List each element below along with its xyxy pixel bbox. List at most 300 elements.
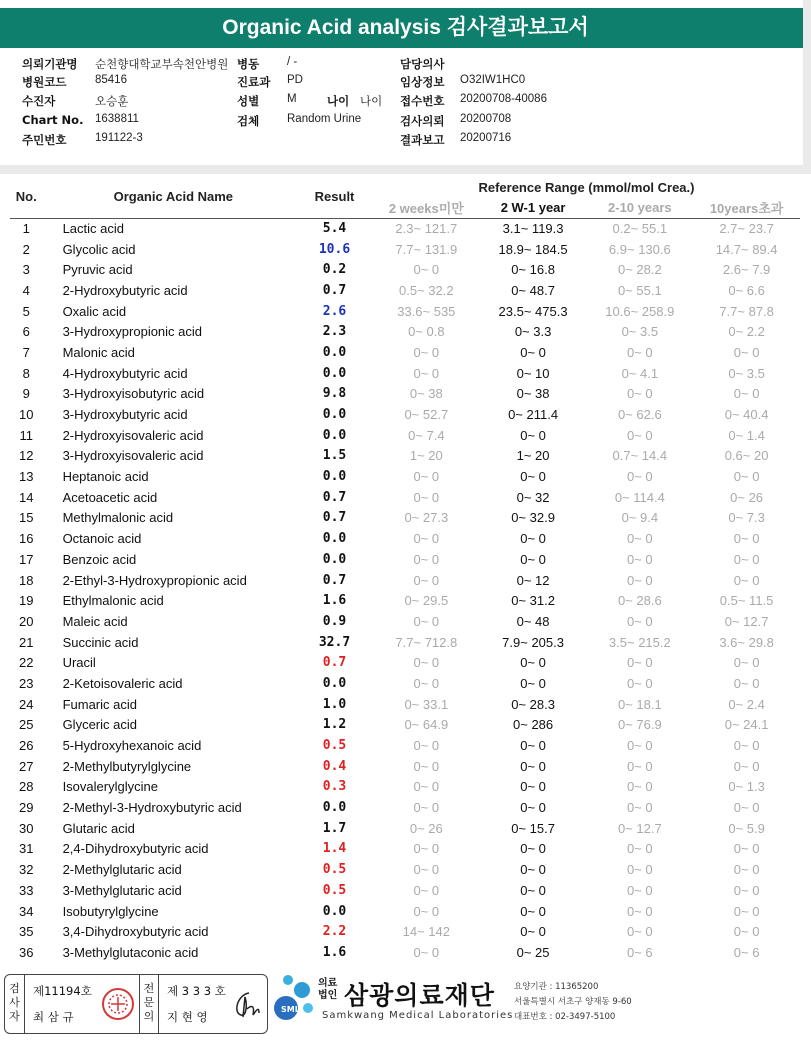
reference-range: 0~ 18.1 <box>617 696 662 712</box>
reference-range: 0~ 0 <box>626 779 653 795</box>
result-value: 0.3 <box>322 779 347 795</box>
reference-range: 0~ 0 <box>413 882 440 898</box>
result-value: 0.0 <box>322 903 347 919</box>
table-row <box>10 570 800 591</box>
logo-text: SML <box>281 1005 300 1014</box>
reference-range: 0~ 12.7 <box>617 820 662 836</box>
table-row <box>10 921 800 942</box>
result-value: 0.5 <box>322 862 347 878</box>
specialist-name: 지 현 영 <box>167 1010 208 1024</box>
reference-range: 0~ 6.6 <box>728 282 765 298</box>
reference-range: 0~ 0 <box>626 862 653 878</box>
reference-range: 0.6~ 20 <box>724 448 769 464</box>
info-row <box>0 74 811 92</box>
reference-range: 0~ 3.5 <box>728 365 765 381</box>
result-value: 2.3 <box>322 324 347 340</box>
reference-range: 0~ 0 <box>733 386 760 402</box>
reference-range: 7.9~ 205.3 <box>502 634 564 650</box>
reference-range: 0~ 0 <box>413 613 440 629</box>
chart-value: 1638811 <box>95 113 139 125</box>
reference-range: 0~ 0 <box>733 800 760 816</box>
reference-range: 18.9~ 184.5 <box>498 241 568 257</box>
acid-name: 3-Methylglutaric acid <box>62 882 182 898</box>
row-number: 29 <box>19 800 34 816</box>
reference-range: 0~ 0 <box>733 551 760 567</box>
table-row <box>10 301 800 322</box>
reference-range: 0~ 0 <box>626 655 653 671</box>
patient-info <box>0 53 811 165</box>
reference-range: 0.5~ 32.2 <box>399 282 454 298</box>
table-row <box>10 280 800 301</box>
acid-name: Glutaric acid <box>62 820 135 836</box>
result-value: 0.5 <box>322 738 347 754</box>
reference-range: 0~ 1.3 <box>728 779 765 795</box>
reference-range: 0~ 0 <box>733 738 760 754</box>
reference-range: 0~ 0 <box>733 344 760 360</box>
reference-range: 0~ 0 <box>520 655 546 671</box>
table-row <box>10 715 800 736</box>
brand-name: 삼광의료재단 <box>344 981 495 1010</box>
reference-range: 0~ 0.8 <box>408 324 445 340</box>
table-row <box>10 942 800 963</box>
section-divider <box>0 165 811 174</box>
result-value: 1.2 <box>322 717 347 733</box>
reference-range: 0~ 48.7 <box>511 282 555 298</box>
row-number: 30 <box>19 820 34 836</box>
table-row <box>10 694 800 715</box>
doctor-label: 담당의사 <box>400 57 445 71</box>
reference-range: 3.1~ 119.3 <box>502 221 564 237</box>
acid-name: Isobutyrylglycine <box>62 903 159 919</box>
reference-range: 23.5~ 475.3 <box>498 303 568 319</box>
reference-range: 0~ 29.5 <box>404 593 449 609</box>
result-value: 0.2 <box>322 262 347 278</box>
table-row <box>10 508 800 529</box>
acid-name: 5-Hydroxyhexanoic acid <box>62 738 202 754</box>
reference-range: 0~ 0 <box>413 344 440 360</box>
result-value: 0.0 <box>322 531 347 547</box>
row-number: 5 <box>22 303 30 319</box>
info-row <box>0 93 811 111</box>
receipt-label: 접수번호 <box>400 94 445 108</box>
reference-range: 7.7~ 712.8 <box>395 634 458 650</box>
table-row <box>10 363 800 384</box>
hospital-code-value: 85416 <box>95 74 127 86</box>
results-table <box>10 176 800 963</box>
reference-range: 7.7~ 131.9 <box>395 241 458 257</box>
reference-range: 0~ 40.4 <box>724 407 769 423</box>
report-title: Organic Acid analysis 검사결과보고서 <box>0 8 811 48</box>
reference-range: 0~ 0 <box>413 862 440 878</box>
clinical-label: 임상정보 <box>400 75 445 89</box>
acid-name: Fumaric acid <box>62 696 137 712</box>
reference-range: 0~ 0 <box>626 903 653 919</box>
reference-range: 14~ 142 <box>402 924 450 940</box>
acid-name: 2-Methylglutaric acid <box>62 862 182 878</box>
reference-range: 0~ 0 <box>733 675 760 691</box>
info-row <box>0 132 811 150</box>
reference-range: 0~ 0 <box>520 427 546 443</box>
ref-col-1: 2 W-1 year <box>480 198 587 218</box>
ward-value: / - <box>287 56 298 68</box>
reference-range: 0~ 2.4 <box>728 696 765 712</box>
reference-range: 0~ 0 <box>733 903 760 919</box>
reference-range: 2.7~ 23.7 <box>719 221 774 237</box>
reference-range: 10.6~ 258.9 <box>605 303 675 319</box>
reference-range: 0~ 0 <box>733 469 760 485</box>
hospital-code-label: 병원코드 <box>22 75 67 89</box>
contact-phone: 대표번호 : 02-3497-5100 <box>514 1012 616 1022</box>
reported-label: 결과보고 <box>400 133 445 147</box>
reference-range: 0~ 32 <box>516 489 550 505</box>
brand-english: Samkwang Medical Laboratories <box>322 1010 514 1021</box>
result-value: 2.6 <box>322 303 347 319</box>
reference-range: 0~ 28.2 <box>617 262 662 278</box>
col-name-header: Organic Acid Name <box>51 176 297 218</box>
reference-range: 0~ 28.3 <box>511 696 555 712</box>
requested-label: 검사의뢰 <box>400 114 445 128</box>
row-number: 6 <box>22 324 30 340</box>
reference-range: 0~ 62.6 <box>617 407 662 423</box>
table-row <box>10 384 800 405</box>
table-row <box>10 652 800 673</box>
reference-range: 0~ 0 <box>520 779 546 795</box>
row-number: 1 <box>22 221 30 237</box>
result-value: 1.5 <box>322 448 347 464</box>
row-number: 13 <box>19 469 34 485</box>
result-value: 10.6 <box>318 241 351 257</box>
reference-range: 0~ 27.3 <box>404 510 449 526</box>
info-row <box>0 113 811 131</box>
acid-name: 2-Methyl-3-Hydroxybutyric acid <box>62 800 242 816</box>
reference-range: 0~ 0 <box>733 862 760 878</box>
acid-name: 2-Ketoisovaleric acid <box>62 675 183 691</box>
acid-name: 3,4-Dihydroxybutyric acid <box>62 924 209 940</box>
table-row <box>10 611 800 632</box>
result-value: 1.6 <box>322 944 347 960</box>
row-number: 2 <box>22 241 30 257</box>
row-number: 10 <box>19 407 34 423</box>
specimen-label: 검체 <box>237 114 260 128</box>
reference-range: 0~ 0 <box>520 841 546 857</box>
table-row <box>10 632 800 653</box>
acid-name: 2-Hydroxyisovaleric acid <box>62 427 204 443</box>
acid-name: 2-Hydroxybutyric acid <box>62 282 188 298</box>
ref-col-3: 10years초과 <box>693 198 800 218</box>
row-number: 17 <box>19 551 34 567</box>
reference-range: 0~ 0 <box>626 841 653 857</box>
reference-range: 0~ 26 <box>409 820 443 836</box>
reference-range: 0~ 0 <box>413 841 440 857</box>
reference-range: 0~ 32.9 <box>511 510 555 526</box>
result-value: 0.7 <box>322 489 347 505</box>
id-label: 주민번호 <box>22 133 67 147</box>
reference-range: 0~ 15.7 <box>511 820 555 836</box>
result-value: 0.7 <box>322 572 347 588</box>
reference-range: 0~ 0 <box>626 738 653 754</box>
reference-range: 0~ 31.2 <box>511 593 555 609</box>
row-number: 18 <box>19 572 34 588</box>
reference-range: 0~ 0 <box>413 572 440 588</box>
row-number: 7 <box>22 344 30 360</box>
reference-range: 0~ 0 <box>413 262 440 278</box>
result-value: 0.7 <box>322 282 347 298</box>
reference-range: 0~ 16.8 <box>511 262 555 278</box>
reference-range: 3.6~ 29.8 <box>719 634 774 650</box>
reference-range: 0~ 0 <box>733 655 760 671</box>
table-row <box>10 673 800 694</box>
acid-name: Glycolic acid <box>62 241 136 257</box>
acid-name: Heptanoic acid <box>62 469 149 485</box>
ward-label: 병동 <box>237 57 260 71</box>
age-label: 나이 <box>327 94 350 108</box>
signature-icon <box>229 987 261 1023</box>
reference-range: 1~ 20 <box>516 448 550 464</box>
row-number: 28 <box>19 779 34 795</box>
signature-box <box>4 974 268 1034</box>
table-row <box>10 342 800 363</box>
row-number: 14 <box>19 489 34 505</box>
reference-range: 0~ 10 <box>516 365 550 381</box>
reference-range: 0~ 5.9 <box>728 820 765 836</box>
row-number: 33 <box>19 882 34 898</box>
row-number: 20 <box>19 613 34 629</box>
sml-logo-icon <box>272 972 316 1024</box>
reference-range: 0~ 0 <box>413 365 440 381</box>
reference-range: 0~ 3.5 <box>621 324 659 340</box>
acid-name: Methylmalonic acid <box>62 510 174 526</box>
row-number: 11 <box>19 427 34 443</box>
reference-range: 0~ 0 <box>626 924 653 940</box>
reference-range: 0~ 3.3 <box>514 324 552 340</box>
result-value: 1.0 <box>322 696 347 712</box>
row-number: 27 <box>19 758 34 774</box>
table-row <box>10 528 800 549</box>
reference-range: 0~ 0 <box>413 551 440 567</box>
table-row <box>10 549 800 570</box>
result-value: 0.9 <box>322 613 347 629</box>
result-value: 0.0 <box>322 427 347 443</box>
reference-range: 0~ 4.1 <box>621 365 659 381</box>
reference-range: 0~ 28.6 <box>617 593 662 609</box>
table-row <box>10 901 800 922</box>
examiner-label: 검사자 <box>5 975 25 1033</box>
row-number: 23 <box>19 675 34 691</box>
red-seal-icon <box>101 983 135 1025</box>
patient-label: 수진자 <box>22 94 56 108</box>
col-no-header: No. <box>10 176 51 218</box>
table-row <box>10 239 800 260</box>
row-number: 16 <box>19 531 34 547</box>
examiner-license: 제11194호 <box>33 984 92 998</box>
reference-range: 0~ 0 <box>520 903 546 919</box>
department-label: 진료과 <box>237 75 271 89</box>
info-row <box>0 56 811 74</box>
acid-name: Uracil <box>62 655 96 671</box>
row-number: 8 <box>22 365 30 381</box>
reference-range: 0~ 0 <box>626 386 653 402</box>
reference-range: 0~ 0 <box>626 758 653 774</box>
col-result-header: Result <box>296 176 373 218</box>
id-value: 191122-3 <box>95 132 143 144</box>
reference-range: 0~ 0 <box>413 944 440 960</box>
reference-range: 0~ 33.1 <box>404 696 449 712</box>
acid-name: 2-Methylbutyrylglycine <box>62 758 192 774</box>
result-value: 0.0 <box>322 800 347 816</box>
chart-label: Chart No. <box>22 113 84 127</box>
reference-range: 0~ 0 <box>733 882 760 898</box>
right-margin-band <box>803 0 811 165</box>
reference-range: 0~ 55.1 <box>617 282 662 298</box>
requested-value: 20200708 <box>460 113 512 125</box>
acid-name: 2,4-Dihydroxybutyric acid <box>62 841 209 857</box>
reference-range: 0~ 0 <box>413 489 440 505</box>
reference-range: 0~ 38 <box>516 386 550 402</box>
reference-range: 0~ 114.4 <box>614 489 665 505</box>
reference-range: 0~ 286 <box>513 717 554 733</box>
result-value: 1.7 <box>322 820 347 836</box>
reference-range: 0~ 0 <box>626 613 653 629</box>
acid-name: 3-Hydroxyisobutyric acid <box>62 386 205 402</box>
reference-range: 0~ 0 <box>413 903 440 919</box>
result-value: 0.0 <box>322 675 347 691</box>
reference-range: 0~ 0 <box>413 758 440 774</box>
row-number: 22 <box>19 655 34 671</box>
reference-range: 0~ 0 <box>413 469 440 485</box>
row-number: 24 <box>19 696 34 712</box>
reference-range: 0~ 0 <box>520 469 546 485</box>
footer <box>0 968 811 1040</box>
reference-range: 0~ 0 <box>520 800 546 816</box>
contact-code: 요양기관 : 11365200 <box>514 982 599 992</box>
reference-range: 0~ 0 <box>626 551 653 567</box>
reference-range: 0~ 0 <box>733 572 760 588</box>
contact-info <box>514 980 632 1025</box>
table-row <box>10 735 800 756</box>
reference-range: 0~ 0 <box>413 738 440 754</box>
acid-name: Succinic acid <box>62 634 139 650</box>
table-row <box>10 797 800 818</box>
reference-range: 0~ 24.1 <box>724 717 769 733</box>
table-row <box>10 321 800 342</box>
row-number: 19 <box>19 593 34 609</box>
reference-range: 0~ 0 <box>626 572 653 588</box>
acid-name: Acetoacetic acid <box>62 489 158 505</box>
reference-range: 0~ 6 <box>733 944 760 960</box>
contact-address: 서울특별시 서초구 양재동 9-60 <box>514 997 632 1007</box>
receipt-value: 20200708-40086 <box>460 93 547 105</box>
reference-range: 0~ 52.7 <box>404 407 449 423</box>
reference-range: 0~ 0 <box>626 427 653 443</box>
reference-range: 0~ 26 <box>730 489 764 505</box>
reference-range: 0~ 0 <box>413 655 440 671</box>
table-row <box>10 466 800 487</box>
reference-range: 0~ 0 <box>520 675 546 691</box>
reference-range: 0~ 0 <box>413 675 440 691</box>
reference-range: 0~ 0 <box>626 469 653 485</box>
acid-name: 3-Methylglutaconic acid <box>62 944 199 960</box>
reference-range: 0.5~ 11.5 <box>719 593 774 609</box>
reference-range: 0~ 0 <box>626 344 653 360</box>
table-row <box>10 590 800 611</box>
result-value: 1.6 <box>322 593 347 609</box>
sex-value: M <box>287 93 297 105</box>
reference-range: 1~ 20 <box>409 448 443 464</box>
result-value: 32.7 <box>318 634 351 650</box>
reference-range: 0~ 0 <box>520 344 546 360</box>
reference-range: 0~ 9.4 <box>621 510 659 526</box>
reference-range: 0.2~ 55.1 <box>612 221 668 237</box>
reference-range: 0~ 6 <box>626 944 653 960</box>
table-row <box>10 218 800 239</box>
ref-col-0: 2 weeks미만 <box>373 198 480 218</box>
result-value: 0.0 <box>322 344 347 360</box>
result-value: 0.0 <box>322 365 347 381</box>
reference-range: 0~ 211.4 <box>508 407 559 423</box>
reference-range: 3.5~ 215.2 <box>608 634 671 650</box>
row-number: 3 <box>22 262 30 278</box>
acid-name: Lactic acid <box>62 221 124 237</box>
institution-label: 의뢰기관명 <box>22 57 78 71</box>
row-number: 12 <box>19 448 34 464</box>
acid-name: Glyceric acid <box>62 717 137 733</box>
reference-range: 0~ 64.9 <box>404 717 449 733</box>
row-number: 4 <box>22 282 30 298</box>
row-number: 31 <box>19 841 34 857</box>
table-row <box>10 446 800 467</box>
sex-label: 성별 <box>237 94 260 108</box>
table-row <box>10 880 800 901</box>
acid-name: Ethylmalonic acid <box>62 593 164 609</box>
reference-range: 0~ 0 <box>413 800 440 816</box>
reference-range: 0~ 0 <box>413 531 440 547</box>
reference-range: 0~ 7.4 <box>408 427 445 443</box>
row-number: 21 <box>19 634 34 650</box>
result-value: 0.5 <box>322 882 347 898</box>
table-row <box>10 425 800 446</box>
table-row <box>10 839 800 860</box>
reference-range: 0~ 7.3 <box>728 510 765 526</box>
reference-range: 7.7~ 87.8 <box>719 303 774 319</box>
col-ref-header: Reference Range (mmol/mol Crea.) <box>478 179 695 195</box>
reference-range: 0~ 12.7 <box>724 613 769 629</box>
reference-range: 0~ 0 <box>626 882 653 898</box>
ref-col-2: 2-10 years <box>586 198 693 218</box>
institution-value: 순천향대학교부속천안병원 <box>95 59 229 71</box>
reference-range: 0~ 0 <box>520 758 546 774</box>
result-value: 0.7 <box>322 655 347 671</box>
result-value: 0.7 <box>322 510 347 526</box>
acid-name: 3-Hydroxybutyric acid <box>62 407 188 423</box>
reported-value: 20200716 <box>460 132 512 144</box>
row-number: 36 <box>19 944 34 960</box>
reference-range: 0~ 0 <box>413 779 440 795</box>
acid-name: Malonic acid <box>62 344 135 360</box>
reference-range: 33.6~ 535 <box>397 303 456 319</box>
reference-range: 0~ 0 <box>733 758 760 774</box>
reference-range: 0~ 0 <box>733 924 760 940</box>
reference-range: 0~ 0 <box>520 738 546 754</box>
table-row <box>10 404 800 425</box>
reference-range: 0~ 76.9 <box>617 717 662 733</box>
result-value: 0.4 <box>322 758 347 774</box>
reference-range: 0~ 0 <box>520 882 546 898</box>
row-number: 34 <box>19 903 34 919</box>
reference-range: 0~ 0 <box>520 551 546 567</box>
table-header-row <box>10 176 800 198</box>
reference-range: 0~ 0 <box>733 531 760 547</box>
table-row <box>10 259 800 280</box>
